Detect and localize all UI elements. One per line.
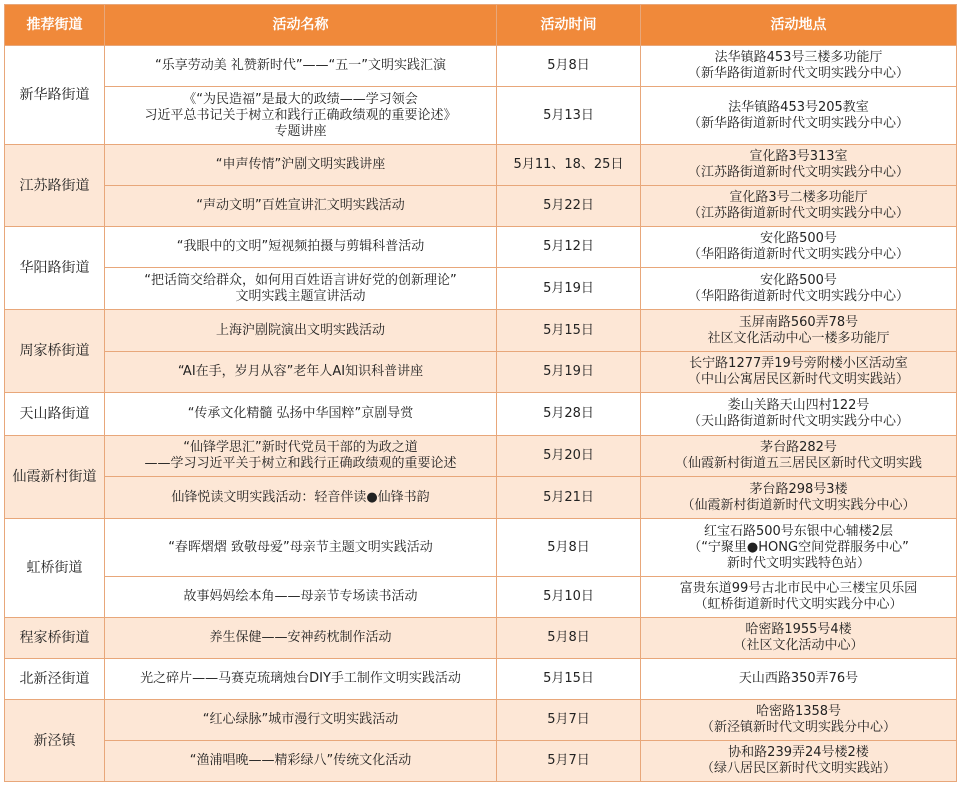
activity-time-cell: 5月15日 (497, 310, 641, 352)
activity-place-cell: 红宝石路500号东银中心辅楼2层 （“宁聚里●HONG空间党群服务中心” 新时代文明实践特色站） (641, 519, 957, 577)
street-cell: 北新泾街道 (5, 659, 105, 700)
activity-time-cell: 5月13日 (497, 87, 641, 145)
activity-place-cell: 协和路239弄24号楼2楼 （绿八居民区新时代文明实践站） (641, 741, 957, 782)
street-cell: 周家桥街道 (5, 310, 105, 393)
activity-place-cell: 安化路500号 （华阳路街道新时代文明实践分中心） (641, 268, 957, 310)
street-cell: 天山路街道 (5, 393, 105, 436)
activity-place-cell: 法华镇路453号205教室 （新华路街道新时代文明实践分中心） (641, 87, 957, 145)
table-row (5, 436, 957, 477)
activity-name-cell: 《“为民造福”是最大的政绩——学习领会 习近平总书记关于树立和践行正确政绩观的重要论述》 专题讲座 (105, 87, 497, 145)
activity-place-cell: 哈密路1358号 （新泾镇新时代文明实践分中心） (641, 700, 957, 741)
activity-time-cell: 5月8日 (497, 46, 641, 87)
activity-time-cell: 5月11、18、25日 (497, 145, 641, 186)
activity-time-cell: 5月8日 (497, 618, 641, 659)
table-row (5, 310, 957, 352)
activity-place-cell: 哈密路1955号4楼 （社区文化活动中心） (641, 618, 957, 659)
activity-name-cell: “AI在手，岁月从容”老年人AI知识科普讲座 (105, 352, 497, 393)
activity-time-cell: 5月7日 (497, 700, 641, 741)
header-street: 推荐街道 (5, 5, 105, 46)
street-cell: 新华路街道 (5, 46, 105, 145)
street-cell: 新泾镇 (5, 700, 105, 782)
activity-time-cell: 5月7日 (497, 741, 641, 782)
activity-time-cell: 5月21日 (497, 477, 641, 519)
activity-place-cell: 茅台路298号3楼 （仙霞新村街道新时代文明实践分中心） (641, 477, 957, 519)
activity-place-cell: 娄山关路天山四村122号 （天山路街道新时代文明实践分中心） (641, 393, 957, 436)
activity-name-cell: “把话筒交给群众，如何用百姓语言讲好党的创新理论” 文明实践主题宣讲活动 (105, 268, 497, 310)
activity-name-cell: “乐享劳动美 礼赞新时代”——“五一”文明实践汇演 (105, 46, 497, 87)
activity-name-cell: 养生保健——安神药枕制作活动 (105, 618, 497, 659)
table-row (5, 145, 957, 186)
activity-place-cell: 天山西路350弄76号 (641, 659, 957, 700)
table-row (5, 186, 957, 227)
activity-place-cell: 富贵东道99号古北市民中心三楼宝贝乐园 （虹桥街道新时代文明实践分中心） (641, 577, 957, 618)
activity-time-cell: 5月15日 (497, 659, 641, 700)
activity-name-cell: 故事妈妈绘本角——母亲节专场读书活动 (105, 577, 497, 618)
activity-time-cell: 5月20日 (497, 436, 641, 477)
table-row (5, 618, 957, 659)
street-cell: 虹桥街道 (5, 519, 105, 618)
header-activity-time: 活动时间 (497, 5, 641, 46)
activity-name-cell: 光之碎片——马赛克琉璃烛台DIY手工制作文明实践活动 (105, 659, 497, 700)
street-cell: 仙霞新村街道 (5, 436, 105, 519)
table-row (5, 46, 957, 87)
table-row (5, 477, 957, 519)
activity-time-cell: 5月19日 (497, 352, 641, 393)
table-row (5, 519, 957, 577)
table-row (5, 700, 957, 741)
activity-name-cell: “声动文明”百姓宣讲汇文明实践活动 (105, 186, 497, 227)
street-cell: 程家桥街道 (5, 618, 105, 659)
activity-name-cell: “我眼中的文明”短视频拍摄与剪辑科普活动 (105, 227, 497, 268)
table-header-row (5, 5, 957, 46)
table-row (5, 227, 957, 268)
activity-place-cell: 安化路500号 （华阳路街道新时代文明实践分中心） (641, 227, 957, 268)
activity-name-cell: “申声传情”沪剧文明实践讲座 (105, 145, 497, 186)
activity-name-cell: “渔浦唱晚——精彩绿八”传统文化活动 (105, 741, 497, 782)
activity-table (4, 4, 957, 782)
header-activity-name: 活动名称 (105, 5, 497, 46)
table-row (5, 352, 957, 393)
activity-time-cell: 5月28日 (497, 393, 641, 436)
activity-time-cell: 5月8日 (497, 519, 641, 577)
street-cell: 华阳路街道 (5, 227, 105, 310)
activity-place-cell: 法华镇路453号三楼多功能厅 （新华路街道新时代文明实践分中心） (641, 46, 957, 87)
activity-time-cell: 5月10日 (497, 577, 641, 618)
activity-place-cell: 宣化路3号313室 （江苏路街道新时代文明实践分中心） (641, 145, 957, 186)
activity-name-cell: “传承文化精髓 弘扬中华国粹”京剧导赏 (105, 393, 497, 436)
street-cell: 江苏路街道 (5, 145, 105, 227)
table-row (5, 87, 957, 145)
activity-time-cell: 5月12日 (497, 227, 641, 268)
activity-place-cell: 宣化路3号二楼多功能厅 （江苏路街道新时代文明实践分中心） (641, 186, 957, 227)
table-row (5, 577, 957, 618)
table-row (5, 393, 957, 436)
activity-name-cell: 仙锋悦读文明实践活动：轻音伴读●仙锋书韵 (105, 477, 497, 519)
activity-name-cell: “春晖熠熠 致敬母爱”母亲节主题文明实践活动 (105, 519, 497, 577)
activity-name-cell: “仙锋学思汇”新时代党员干部的为政之道 ——学习习近平关于树立和践行正确政绩观的重要论述 (105, 436, 497, 477)
activity-time-cell: 5月22日 (497, 186, 641, 227)
activity-name-cell: 上海沪剧院演出文明实践活动 (105, 310, 497, 352)
activity-time-cell: 5月19日 (497, 268, 641, 310)
header-activity-place: 活动地点 (641, 5, 957, 46)
table-body (5, 46, 957, 782)
table-row (5, 268, 957, 310)
activity-place-cell: 玉屏南路560弄78号 社区文化活动中心一楼多功能厅 (641, 310, 957, 352)
table-row (5, 741, 957, 782)
activity-name-cell: “红心绿脉”城市漫行文明实践活动 (105, 700, 497, 741)
table-row (5, 659, 957, 700)
activity-place-cell: 长宁路1277弄19号旁附楼小区活动室 （中山公寓居民区新时代文明实践站） (641, 352, 957, 393)
activity-place-cell: 茅台路282号 （仙霞新村街道五三居民区新时代文明实践 (641, 436, 957, 477)
